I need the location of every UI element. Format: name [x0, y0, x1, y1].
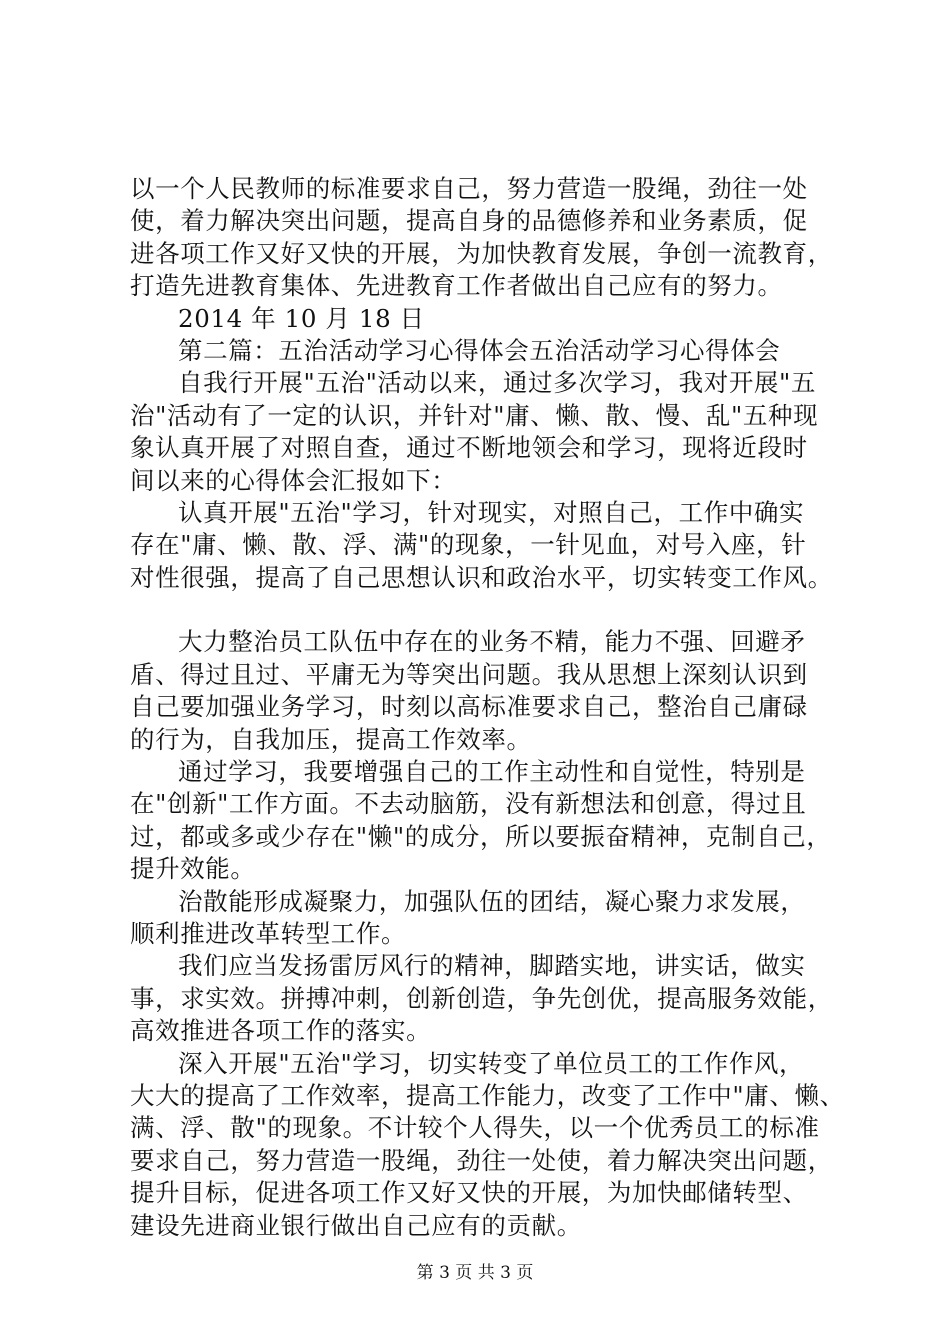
text-line: 通过学习，我要增强自己的工作主动性和自觉性，特别是	[178, 757, 806, 787]
page-footer: 第 3 页 共 3 页	[416, 1263, 534, 1283]
text-line: 在"创新"工作方面。不去动脑筋，没有新想法和创意，得过且	[130, 789, 807, 819]
text-line: 建设先进商业银行做出自己应有的贡献。	[130, 1210, 582, 1240]
text-line: 大大的提高了工作效率，提高工作能力，改变了工作中"庸、懒、	[130, 1080, 845, 1110]
paragraph	[130, 1048, 850, 1242]
text-line: 高效推进各项工作的落实。	[130, 1016, 432, 1046]
text-line: 大力整治员工队伍中存在的业务不精，能力不强、回避矛	[178, 627, 806, 657]
text-line: 第二篇：五治活动学习心得体会五治活动学习心得体会	[178, 335, 781, 365]
text-line: 存在"庸、懒、散、浮、满"的现象，一针见血，对号入座，针	[130, 530, 807, 560]
text-line: 治散能形成凝聚力，加强队伍的团结，凝心聚力求发展，	[178, 886, 806, 916]
text-line: 使，着力解决突出问题，提高自身的品德修养和业务素质，促	[130, 206, 808, 236]
text-line: 间以来的心得体会汇报如下：	[130, 465, 457, 495]
paragraph	[130, 886, 850, 951]
paragraph	[130, 497, 850, 594]
text-line: 以一个人民教师的标准要求自己，努力营造一股绳，劲往一处	[130, 174, 808, 203]
text-line: 盾、得过且过、平庸无为等突出问题。我从思想上深刻认识到	[130, 659, 808, 689]
paragraph	[130, 173, 850, 303]
paragraph	[130, 756, 850, 886]
paragraph	[130, 950, 850, 1047]
text-line: 打造先进教育集体、先进教育工作者做出自己应有的努力。	[130, 271, 783, 301]
paragraph	[130, 367, 850, 497]
text-line: 2014 年 10 月 18 日	[178, 303, 425, 333]
text-line: 深入开展"五治"学习，切实转变了单位员工的工作作风，	[178, 1048, 805, 1078]
document-body	[130, 173, 850, 1242]
text-line: 过，都或多或少存在"懒"的成分，所以要振奋精神，克制自己，	[130, 821, 832, 851]
text-line: 的行为，自我加压，提高工作效率。	[130, 724, 532, 754]
text-line: 我们应当发扬雷厉风行的精神，脚踏实地，讲实话，做实	[178, 951, 806, 981]
text-line: 进各项工作又好又快的开展，为加快教育发展，争创一流教育，	[130, 238, 833, 268]
text-line: 自己要加强业务学习，时刻以高标准要求自己，整治自己庸碌	[130, 692, 808, 722]
text-line: 提升目标，促进各项工作又好又快的开展，为加快邮储转型、	[130, 1178, 808, 1208]
paragraph	[130, 335, 850, 367]
text-line: 提升效能。	[130, 854, 256, 884]
text-line: 治"活动有了一定的认识，并针对"庸、懒、散、慢、乱"五种现	[130, 400, 819, 430]
text-line: 满、浮、散"的现象。不计较个人得失，以一个优秀员工的标准	[130, 1113, 820, 1143]
blank-line	[130, 594, 850, 626]
text-line: 对性很强，提高了自己思想认识和政治水平，切实转变工作风。	[130, 562, 833, 592]
text-line: 象认真开展了对照自查，通过不断地领会和学习，现将近段时	[130, 433, 808, 463]
text-line: 自我行开展"五治"活动以来，通过多次学习，我对开展"五	[178, 368, 817, 398]
paragraph	[130, 626, 850, 756]
paragraph	[130, 303, 850, 335]
text-line: 顺利推进改革转型工作。	[130, 918, 407, 948]
text-line: 认真开展"五治"学习，针对现实，对照自己，工作中确实	[178, 497, 805, 527]
text-line: 事，求实效。拼搏冲刺，创新创造，争先创优，提高服务效能，	[130, 983, 833, 1013]
text-line: 要求自己，努力营造一股绳，劲往一处使，着力解决突出问题，	[130, 1145, 833, 1175]
